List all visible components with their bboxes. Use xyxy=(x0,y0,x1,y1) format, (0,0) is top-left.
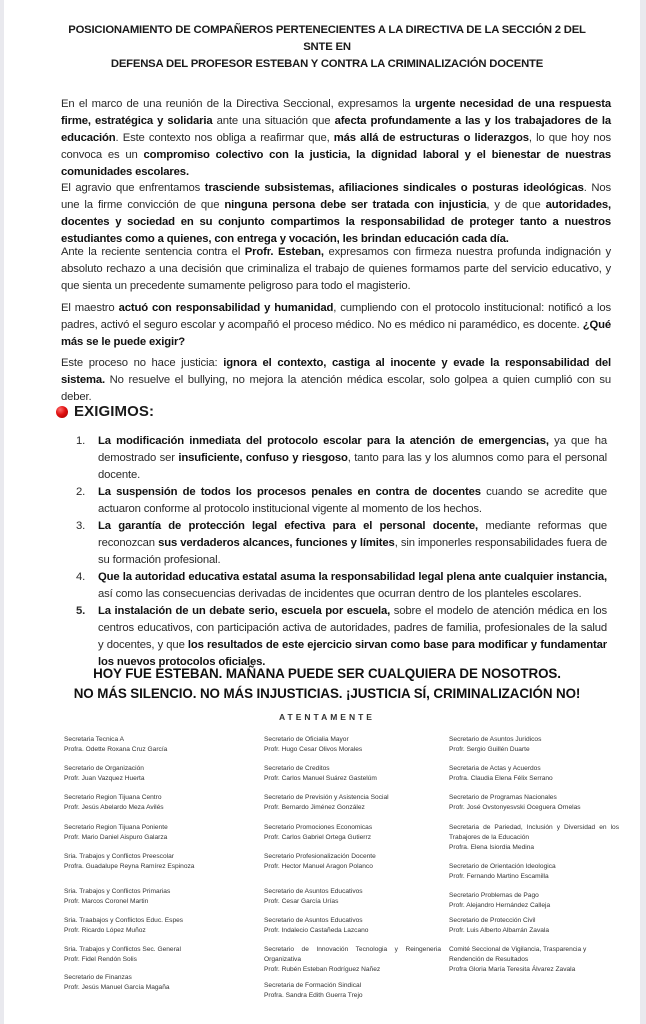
signatory-name: Profr. Indalecio Castañeda Lazcano xyxy=(264,927,369,935)
signatory-role: Secretaria de Pariedad, Inclusión y Diversidad en los Trabajores de la Educación xyxy=(449,824,619,842)
signatory xyxy=(449,764,619,784)
demand-number: 5. xyxy=(76,605,86,617)
text: así como las consecuencias derivadas de incidentes que ocurran dentro de los planteles escolares. xyxy=(98,588,582,600)
signatory-role: Secretario de Organización xyxy=(64,765,144,772)
signatory-name: Profr. Mario Daniel Aispuro Galarza xyxy=(64,834,168,842)
signatory-role: Comité Seccional de Vigilancia, Trasparencia y Rendención de Resultados xyxy=(449,946,587,964)
bold-text: La suspensión de todos los procesos penales en contra de docentes xyxy=(98,486,481,498)
signatory-name: Profr. José Ovstonyesvski Oceguera Ornelas xyxy=(449,804,581,812)
slogan-line-1: HOY FUE ESTEBAN. MAÑANA PUEDE SER CUALQUIERA DE NOSOTROS. xyxy=(93,666,561,681)
bold-text: La instalación de un debate serio, escuela por escuela, xyxy=(98,605,391,617)
text: , tanto para las y los alumnos como para el personal docente. xyxy=(98,452,607,481)
signatory xyxy=(264,764,441,784)
bold-text: los resultados de este ejercicio sirvan como base para modificar y fundamentar los nuevos protocolos oficiales. xyxy=(98,639,607,668)
signatory-role: Secretaria Tecnica A xyxy=(64,736,124,743)
document-title xyxy=(54,22,600,73)
text: En el marco de una reunión de la Directiva Seccional, expresamos la xyxy=(61,98,415,110)
signatory-role: Secretario de Protección Civil xyxy=(449,917,536,924)
signatory xyxy=(449,916,619,936)
demands-list xyxy=(76,433,607,671)
signatory-role: Secretario Profesionalización Docente xyxy=(264,853,376,860)
demand-number: 4. xyxy=(76,571,86,583)
signatory-name: Profr. Jesús Manuel García Magaña xyxy=(64,984,170,992)
signatory-name: Profr. Carlos Gabriel Ortega Gutierrz xyxy=(264,834,371,842)
signatory-name: Profr. Rubén Esteban Rodríguez Nañez xyxy=(264,966,381,974)
text: , lo que hoy nos convoca es un xyxy=(61,132,611,161)
signatory xyxy=(449,862,619,882)
signatory-name: Profr. Hugo Cesar Olivos Morales xyxy=(264,746,363,754)
signatory-name: Profra. Claudia Elena Félix Serrano xyxy=(449,775,553,783)
paragraph-5 xyxy=(61,355,611,406)
bold-text: afecta profundamente a las y los trabajadores de la educación xyxy=(61,115,611,144)
signatory-name: Profr. Fidel Rendón Solis xyxy=(64,956,137,964)
bold-text: ¿Qué más se le puede exigir? xyxy=(61,319,611,348)
signatory xyxy=(449,793,619,813)
demands-heading xyxy=(56,403,154,420)
signatory xyxy=(64,945,234,965)
bold-text: actuó con responsabilidad y humanidad xyxy=(118,302,334,314)
text: , sin imponerles responsabilidades fuera de su formación profesional. xyxy=(98,537,607,566)
signatory xyxy=(64,852,234,872)
signatory-name: Profr. Carlos Manuel Suárez Gastelúm xyxy=(264,775,377,783)
signatory xyxy=(264,887,441,907)
signatory-role: Secretario de Previsión y Asistencia Social xyxy=(264,794,389,801)
bold-text: compromiso colectivo con la justicia, la dignidad laboral y el bienestar de nuestras comunidades escolares. xyxy=(61,149,611,178)
paragraph-2 xyxy=(61,180,611,248)
text: expresamos con firmeza nuestra profunda indignación y absoluto rechazo a una decisión que criminaliza el trabajo de quienes formamos parte del servicio educativo, y que sienta un precedente sumamente peligroso para todo el magisterio. xyxy=(61,246,611,292)
signatory-role: Secretario de Programas Nacionales xyxy=(449,794,557,801)
text: , cumpliendo con el protocolo institucional: notificó a los padres, activó el seguro escolar y acompañó el proceso médico. No es médico ni paramédico, es docente. xyxy=(61,302,611,331)
signatory xyxy=(449,735,619,755)
text: No resuelve el bullying, no mejora la atención médica escolar, solo golpea a quien cumplió con su deber. xyxy=(61,374,611,403)
paragraph-1 xyxy=(61,96,611,181)
signatory-name: Profr. Juan Vazquez Huerta xyxy=(64,775,145,783)
bold-text: La garantía de protección legal efectiva para el personal docente, xyxy=(98,520,478,532)
text: mediante reformas que reconozcan xyxy=(98,520,607,549)
text: Este proceso no hace justicia: xyxy=(61,357,224,369)
signatory xyxy=(449,945,619,976)
signatory-role: Secretario de Orientación Ideologica xyxy=(449,863,556,870)
signatory-role: Secretario Region Tijuana Poniente xyxy=(64,824,168,831)
signatory-role: Secretario de Oficialia Mayor xyxy=(264,736,349,743)
bold-text: insuficiente, confuso y riesgoso xyxy=(178,452,348,464)
text: El maestro xyxy=(61,302,119,314)
signatory-name: Profr. Bernardo Jiménez González xyxy=(264,804,365,812)
signatory xyxy=(264,852,441,872)
bold-text: más allá de estructuras o liderazgos xyxy=(333,132,529,144)
text: cuando se acredite que actuaron conforme al protocolo institucional vigente al momento de los hechos. xyxy=(98,486,607,515)
signatory-role: Sria. Traabajos y Conflictos Educ. Espes xyxy=(64,917,184,924)
signatory-role: Secretario de Asuntos Educativos xyxy=(264,917,363,924)
signatory xyxy=(64,793,234,813)
signatory-role: Secretario de Finanzas xyxy=(64,974,132,981)
signatory xyxy=(449,823,619,854)
demand-item xyxy=(76,484,607,518)
signatory-role: Secretario de Creditos xyxy=(264,765,330,772)
signatory-role: Secretaria de Formación Sindical xyxy=(264,982,362,989)
signatory-role: Sria. Trabajos y Conflictos Primarias xyxy=(64,888,171,895)
demand-item xyxy=(76,518,607,569)
signatory-role: Sria. Trabajos y Conflictos Sec. General xyxy=(64,946,181,953)
signatory-name: Profra. Sandra Edith Guerra Trejo xyxy=(264,992,363,1000)
signatory-role: Secretario Promociones Economicas xyxy=(264,824,373,831)
signatory xyxy=(64,973,234,993)
signatory xyxy=(64,823,234,843)
bold-text: ninguna persona debe ser tratada con injusticia xyxy=(224,199,487,211)
bold-text: trasciende subsistemas, afiliaciones sindicales o posturas ideológicas xyxy=(204,182,584,194)
signatory-role: Secretario Problemas de Pago xyxy=(449,892,539,899)
signatory-role: Secretario de Innovación Tecnologia y Reingeneria Organizativa xyxy=(264,946,441,964)
bold-text: La modificación inmediata del protocolo escolar para la atención de emergencias, xyxy=(98,435,549,447)
title-line-1: POSICIONAMIENTO DE COMPAÑEROS PERTENECIENTES A LA DIRECTIVA DE LA SECCIÓN 2 DEL SNTE EN xyxy=(68,24,586,53)
signatory-name: Profr. Cesar García Urías xyxy=(264,898,339,906)
paragraph-4 xyxy=(61,300,611,351)
text: Ante la reciente sentencia contra el xyxy=(61,246,245,258)
demand-number: 2. xyxy=(76,486,86,498)
demands-heading-text: EXIGIMOS: xyxy=(74,403,155,420)
demand-item xyxy=(76,433,607,484)
signatory-name: Profra. Odette Roxana Cruz García xyxy=(64,746,168,754)
signatory xyxy=(64,916,234,936)
bold-text: sus verdaderos alcances, funciones y límites xyxy=(158,537,395,549)
text: , y de que xyxy=(486,199,546,211)
signatory-name: Profr. Jesús Abelardo Meza Avilés xyxy=(64,804,164,812)
signatory xyxy=(264,793,441,813)
signatory xyxy=(264,945,441,976)
signatory xyxy=(64,764,234,784)
signatory-name: Profra Gloria María Teresita Álvarez Zavala xyxy=(449,966,576,974)
signatory-name: Profr. Luis Alberto Albarrán Zavala xyxy=(449,927,550,935)
signatory xyxy=(264,823,441,843)
text: . Este contexto nos obliga a reafirmar que, xyxy=(115,132,334,144)
slogans xyxy=(54,664,600,704)
signatory-role: Secretario de Asuntos Educativos xyxy=(264,888,363,895)
bold-text: Que la autoridad educativa estatal asuma la responsabilidad legal plena ante cualquier instancia, xyxy=(98,571,607,583)
signatory-role: Sria. Trabajos y Conflictos Preescolar xyxy=(64,853,174,860)
signatory-name: Profr. Sergio Guillén Duarte xyxy=(449,746,530,754)
bold-text: autoridades, docentes y sociedad en su conjunto compartimos la responsabilidad de proteger tanto a nuestros estudiantes como a quienes, con entrega y vocación, les brindan educación cada día. xyxy=(61,199,612,245)
signatory-name: Profr. Ricardo López Muñoz xyxy=(64,927,146,935)
title-line-2: DEFENSA DEL PROFESOR ESTEBAN Y CONTRA LA CRIMINALIZACIÓN DOCENTE xyxy=(110,58,544,70)
demand-item xyxy=(76,603,607,671)
signatory xyxy=(64,887,234,907)
text: sobre el modelo de atención médica en los centros educativos, con participación activa de autoridades, padres de familia, profesionales de la salud y docentes, y que xyxy=(98,605,607,651)
signatory xyxy=(264,981,441,1001)
signatory-role: Secretario de Asuntos Juridicos xyxy=(449,736,542,743)
signatory xyxy=(264,916,441,936)
signatory xyxy=(64,735,234,755)
signatory-name: Profr. Alejandro Hernández Calleja xyxy=(449,902,551,910)
signatory xyxy=(449,891,619,911)
red-circle-icon xyxy=(56,406,68,418)
text: ante una situación que xyxy=(212,115,335,127)
signatory-name: Profr. Marcos Coronel Martin xyxy=(64,898,149,906)
signatory-name: Profr. Fernando Martino Escamilla xyxy=(449,873,549,881)
text: El agravio que enfrentamos xyxy=(61,182,205,194)
signatory-role: Secretaria de Actas y Acuerdos xyxy=(449,765,541,772)
slogan-line-2: NO MÁS SILENCIO. NO MÁS INJUSTICIAS. ¡JUSTICIA SÍ, CRIMINALIZACIÓN NO! xyxy=(73,686,581,701)
demand-item xyxy=(76,569,607,603)
demand-number: 3. xyxy=(76,520,86,532)
bold-text: urgente necesidad de una respuesta firme, estratégica y solidaria xyxy=(61,98,612,127)
text: . Nos une la firme convicción de que xyxy=(61,182,611,211)
document-page xyxy=(4,0,640,1024)
bold-text: Profr. Esteban, xyxy=(244,246,324,258)
text: ya que ha demostrado ser xyxy=(98,435,607,464)
signatory-name: Profr. Hector Manuel Aragon Polanco xyxy=(264,863,373,871)
demand-number: 1. xyxy=(76,435,86,447)
bold-text: ignora el contexto, castiga al inocente y evade la responsabilidad del sistema. xyxy=(61,357,611,386)
signatory xyxy=(264,735,441,755)
paragraph-3 xyxy=(61,244,611,295)
signatory-name: Profra. Elena Isiordia Medina xyxy=(449,844,535,852)
signatory-name: Profra. Guadalupe Reyna Ramírez Espinoza xyxy=(64,863,195,871)
closing-atentamente: ATENTAMENTE xyxy=(279,712,375,722)
signatory-role: Secretario Region Tijuana Centro xyxy=(64,794,162,801)
